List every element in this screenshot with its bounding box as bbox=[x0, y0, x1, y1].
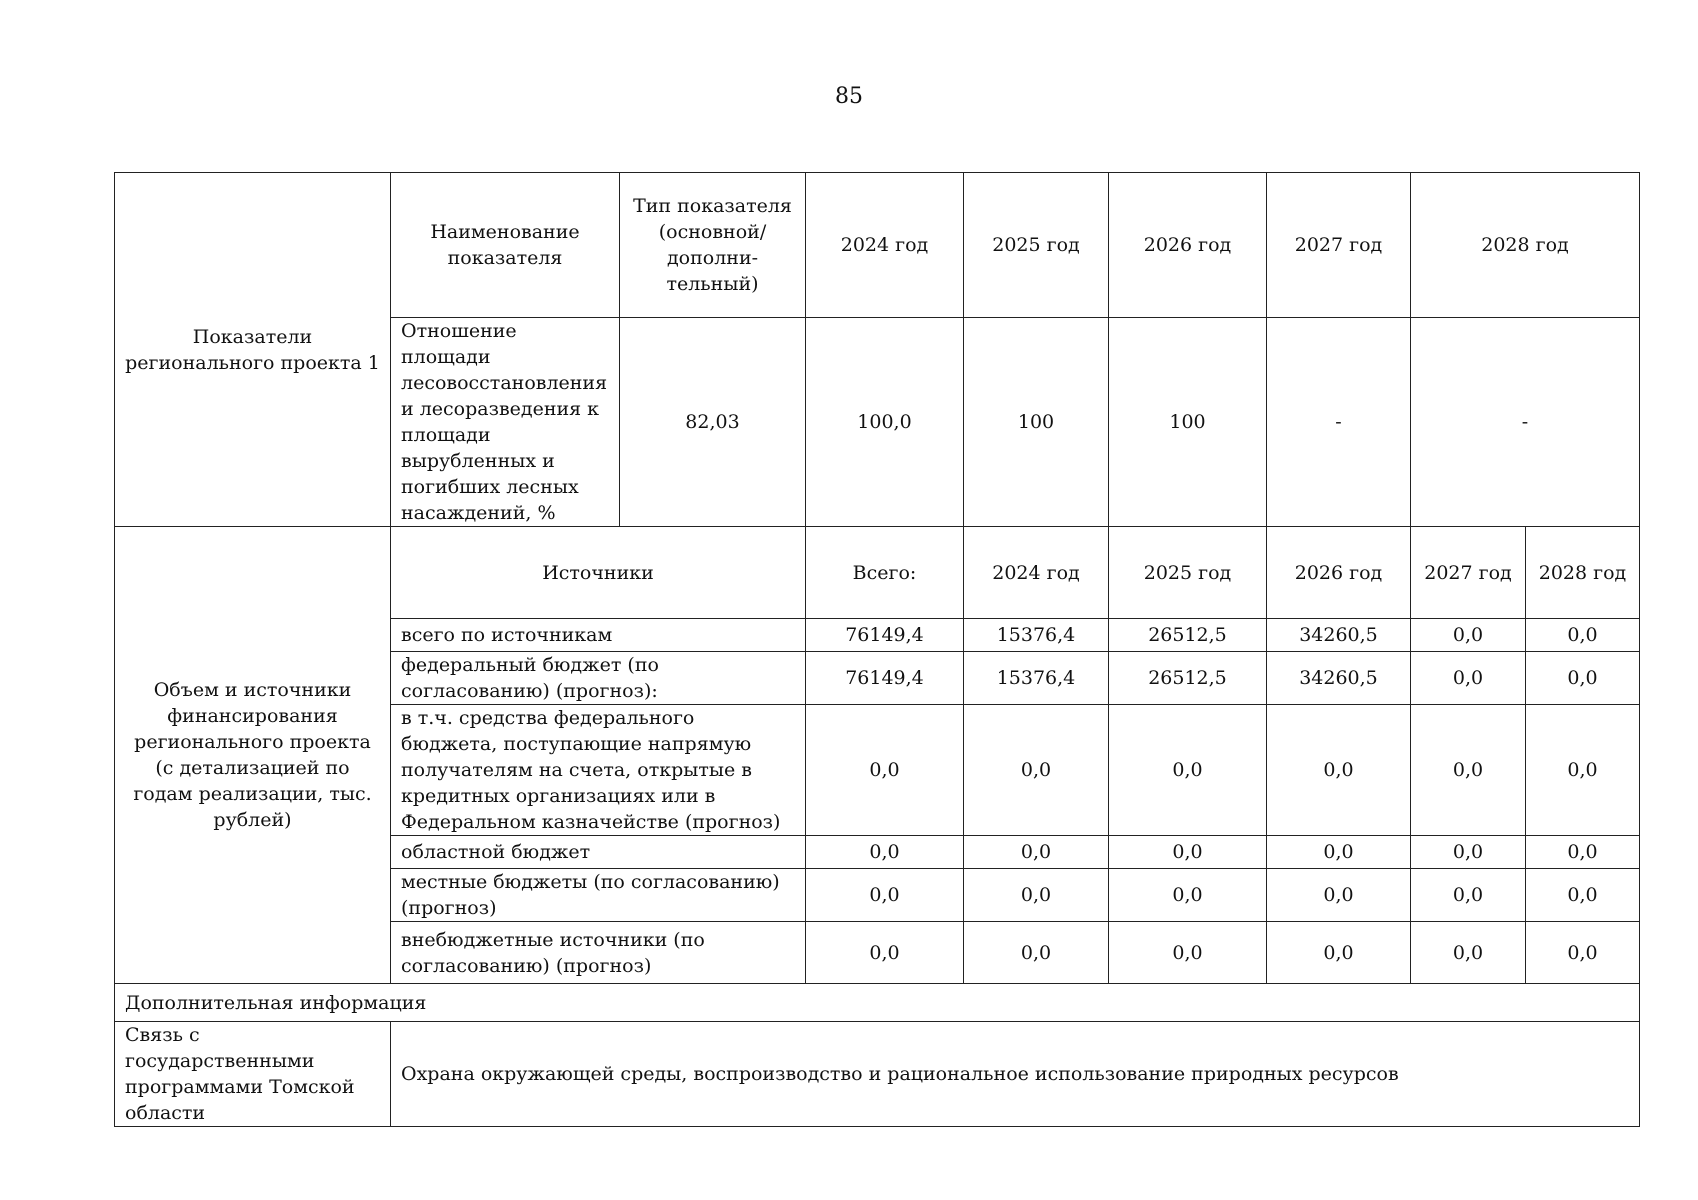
financing-value: 0,0 bbox=[964, 836, 1109, 869]
additional-info-label: Дополнительная информация bbox=[115, 984, 1640, 1022]
financing-value: 0,0 bbox=[1411, 869, 1526, 922]
financing-value: 0,0 bbox=[1109, 836, 1267, 869]
programs-row bbox=[115, 1022, 1640, 1127]
indicator-year-header: 2027 год bbox=[1267, 173, 1411, 318]
financing-source: федеральный бюджет (по согласованию) (прогноз): bbox=[391, 652, 806, 705]
financing-value: 34260,5 bbox=[1267, 619, 1411, 652]
financing-value: 0,0 bbox=[1526, 705, 1640, 836]
financing-value: 0,0 bbox=[1411, 836, 1526, 869]
financing-year-header: 2026 год bbox=[1267, 527, 1411, 619]
financing-value: 0,0 bbox=[1526, 619, 1640, 652]
indicators-header-row bbox=[115, 173, 1640, 318]
page-number: 85 bbox=[835, 84, 863, 109]
financing-year-header: 2027 год bbox=[1411, 527, 1526, 619]
financing-value: 0,0 bbox=[1411, 922, 1526, 984]
indicator-value: 100,0 bbox=[806, 318, 964, 527]
programs-label: Связь с государственными программами Томской области bbox=[115, 1022, 391, 1127]
financing-value: 0,0 bbox=[806, 869, 964, 922]
indicators-section-label: Показатели регионального проекта 1 bbox=[115, 173, 391, 527]
financing-value: 0,0 bbox=[1267, 869, 1411, 922]
financing-value: 0,0 bbox=[964, 869, 1109, 922]
financing-value: 0,0 bbox=[1526, 922, 1640, 984]
total-header: Всего: bbox=[806, 527, 964, 619]
financing-value: 0,0 bbox=[1267, 705, 1411, 836]
financing-value: 76149,4 bbox=[806, 619, 964, 652]
financing-value: 0,0 bbox=[1526, 869, 1640, 922]
financing-value: 0,0 bbox=[1526, 836, 1640, 869]
financing-section-label: Объем и источники финансирования регионального проекта (с детализацией по годам реализации, тыс. рублей) bbox=[115, 527, 391, 984]
financing-value: 0,0 bbox=[964, 705, 1109, 836]
indicator-name-header: Наименование показателя bbox=[391, 173, 620, 318]
financing-source: областной бюджет bbox=[391, 836, 806, 869]
financing-value: 0,0 bbox=[1109, 869, 1267, 922]
indicator-year-header: 2026 год bbox=[1109, 173, 1267, 318]
financing-value: 0,0 bbox=[806, 922, 964, 984]
financing-value: 0,0 bbox=[1109, 705, 1267, 836]
financing-value: 0,0 bbox=[1267, 922, 1411, 984]
indicator-value: - bbox=[1267, 318, 1411, 527]
financing-year-header: 2025 год bbox=[1109, 527, 1267, 619]
financing-source: в т.ч. средства федерального бюджета, поступающие напрямую получателям на счета, открытые в кредитных организациях или в Федеральном казначействе (прогноз) bbox=[391, 705, 806, 836]
financing-value: 0,0 bbox=[806, 836, 964, 869]
financing-value: 15376,4 bbox=[964, 619, 1109, 652]
indicator-value: - bbox=[1411, 318, 1640, 527]
indicator-type-header: Тип показателя (основной/ дополни- тельный) bbox=[620, 173, 806, 318]
financing-source: всего по источникам bbox=[391, 619, 806, 652]
financing-value: 76149,4 bbox=[806, 652, 964, 705]
indicator-year-header: 2024 год bbox=[806, 173, 964, 318]
financing-value: 0,0 bbox=[1411, 619, 1526, 652]
indicator-value: 100 bbox=[964, 318, 1109, 527]
financing-value: 26512,5 bbox=[1109, 619, 1267, 652]
programs-value: Охрана окружающей среды, воспроизводство и рациональное использование природных ресурсов bbox=[391, 1022, 1640, 1127]
financing-value: 34260,5 bbox=[1267, 652, 1411, 705]
indicator-name: Отношение площади лесовосстановления и лесоразведения к площади вырубленных и погибших лесных насаждений, % bbox=[391, 318, 620, 527]
financing-value: 0,0 bbox=[1411, 652, 1526, 705]
financing-value: 0,0 bbox=[1411, 705, 1526, 836]
sources-header: Источники bbox=[391, 527, 806, 619]
financing-value: 0,0 bbox=[1526, 652, 1640, 705]
financing-year-header: 2024 год bbox=[964, 527, 1109, 619]
financing-header-row bbox=[115, 527, 1640, 619]
indicator-year-header: 2028 год bbox=[1411, 173, 1640, 318]
financing-source: местные бюджеты (по согласованию) (прогноз) bbox=[391, 869, 806, 922]
additional-info-row bbox=[115, 984, 1640, 1022]
financing-value: 0,0 bbox=[1109, 922, 1267, 984]
indicator-value: 100 bbox=[1109, 318, 1267, 527]
financing-value: 0,0 bbox=[806, 705, 964, 836]
financing-source: внебюджетные источники (по согласованию) (прогноз) bbox=[391, 922, 806, 984]
financing-value: 0,0 bbox=[964, 922, 1109, 984]
financing-value: 15376,4 bbox=[964, 652, 1109, 705]
indicator-year-header: 2025 год bbox=[964, 173, 1109, 318]
project-table bbox=[114, 172, 1640, 1127]
indicator-type: 82,03 bbox=[620, 318, 806, 527]
financing-value: 26512,5 bbox=[1109, 652, 1267, 705]
financing-value: 0,0 bbox=[1267, 836, 1411, 869]
financing-year-header: 2028 год bbox=[1526, 527, 1640, 619]
